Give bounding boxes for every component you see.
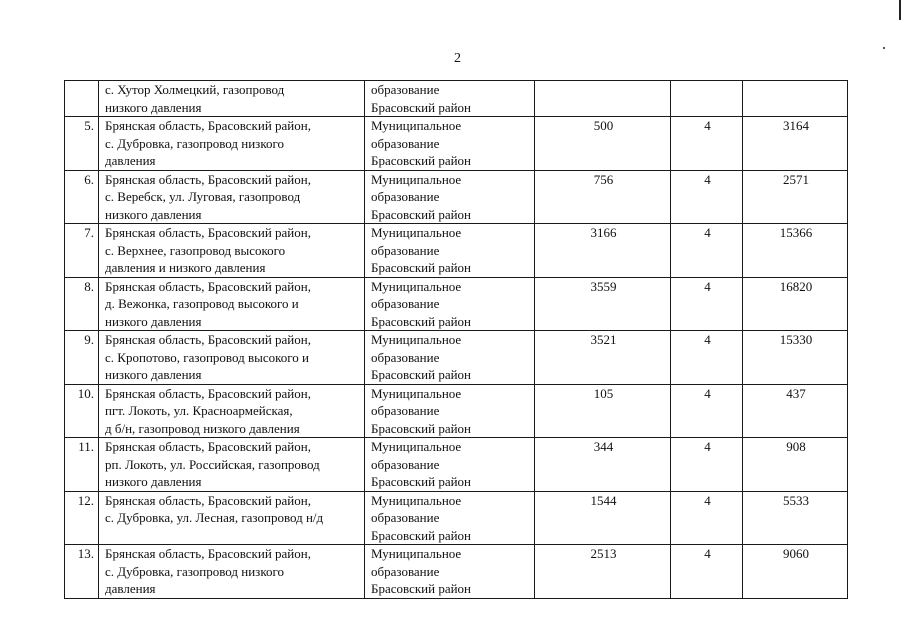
- cell-category: 4: [671, 224, 743, 278]
- cell-category: 4: [671, 170, 743, 224]
- table-body: [65, 81, 848, 599]
- cell-length: 1544: [535, 491, 671, 545]
- cell-owner: Муниципальное образование Брасовский район: [365, 545, 535, 599]
- cell-area: 437: [743, 384, 848, 438]
- table-row: [65, 545, 848, 599]
- cell-number: 9.: [65, 331, 99, 385]
- cell-number: 12.: [65, 491, 99, 545]
- table-row: [65, 117, 848, 171]
- cell-length: 756: [535, 170, 671, 224]
- cell-category: 4: [671, 491, 743, 545]
- cell-number: 6.: [65, 170, 99, 224]
- cell-number: 13.: [65, 545, 99, 599]
- cell-owner: Муниципальное образование Брасовский район: [365, 438, 535, 492]
- cell-address: Брянская область, Брасовский район, пгт. Локоть, ул. Красноармейская, д б/н, газопровод низкого давления: [99, 384, 365, 438]
- cell-category: 4: [671, 277, 743, 331]
- cell-length: 500: [535, 117, 671, 171]
- cell-area: 16820: [743, 277, 848, 331]
- cell-category: [671, 81, 743, 117]
- cell-length: [535, 81, 671, 117]
- cell-category: 4: [671, 384, 743, 438]
- cell-owner: Муниципальное образование Брасовский район: [365, 491, 535, 545]
- cell-address: Брянская область, Брасовский район, с. Веребск, ул. Луговая, газопровод низкого давления: [99, 170, 365, 224]
- cell-owner: Муниципальное образование Брасовский район: [365, 277, 535, 331]
- cell-owner: Муниципальное образование Брасовский район: [365, 117, 535, 171]
- cell-owner: Муниципальное образование Брасовский район: [365, 170, 535, 224]
- cell-area: 9060: [743, 545, 848, 599]
- cell-category: 4: [671, 545, 743, 599]
- cell-address: Брянская область, Брасовский район, с. Верхнее, газопровод высокого давления и низкого давления: [99, 224, 365, 278]
- table-row: [65, 277, 848, 331]
- gas-pipeline-table: [64, 80, 848, 599]
- cell-address: Брянская область, Брасовский район, с. Дубровка, газопровод низкого давления: [99, 117, 365, 171]
- cell-area: 908: [743, 438, 848, 492]
- cell-number: 7.: [65, 224, 99, 278]
- table-row-continued: [65, 81, 848, 117]
- page-number: 2: [454, 51, 461, 66]
- cell-category: 4: [671, 117, 743, 171]
- cell-owner: Муниципальное образование Брасовский район: [365, 224, 535, 278]
- table-row: [65, 491, 848, 545]
- cell-address: Брянская область, Брасовский район, рп. Локоть, ул. Российская, газопровод низкого давления: [99, 438, 365, 492]
- cell-address: Брянская область, Брасовский район, с. Дубровка, ул. Лесная, газопровод н/д: [99, 491, 365, 545]
- cell-area: 2571: [743, 170, 848, 224]
- cell-length: 3521: [535, 331, 671, 385]
- cell-area: [743, 81, 848, 117]
- cell-owner: Муниципальное образование Брасовский район: [365, 384, 535, 438]
- table-row: [65, 384, 848, 438]
- cell-number: 5.: [65, 117, 99, 171]
- cell-number: 10.: [65, 384, 99, 438]
- cell-number: 8.: [65, 277, 99, 331]
- cell-length: 3559: [535, 277, 671, 331]
- table-row: [65, 170, 848, 224]
- cell-length: 344: [535, 438, 671, 492]
- cell-owner: образование Брасовский район: [365, 81, 535, 117]
- table-row: [65, 331, 848, 385]
- cell-area: 15330: [743, 331, 848, 385]
- scan-edge-mark: [899, 0, 901, 20]
- cell-number: 11.: [65, 438, 99, 492]
- scan-speck: [883, 47, 885, 49]
- cell-address: Брянская область, Брасовский район, д. Вежонка, газопровод высокого и низкого давления: [99, 277, 365, 331]
- cell-category: 4: [671, 331, 743, 385]
- cell-length: 2513: [535, 545, 671, 599]
- table-row: [65, 224, 848, 278]
- cell-category: 4: [671, 438, 743, 492]
- cell-area: 3164: [743, 117, 848, 171]
- cell-address: Брянская область, Брасовский район, с. Кропотово, газопровод высокого и низкого давления: [99, 331, 365, 385]
- cell-owner: Муниципальное образование Брасовский район: [365, 331, 535, 385]
- cell-area: 15366: [743, 224, 848, 278]
- cell-length: 105: [535, 384, 671, 438]
- cell-address: Брянская область, Брасовский район, с. Дубровка, газопровод низкого давления: [99, 545, 365, 599]
- cell-area: 5533: [743, 491, 848, 545]
- cell-address: с. Хутор Холмецкий, газопровод низкого давления: [99, 81, 365, 117]
- cell-number: [65, 81, 99, 117]
- cell-length: 3166: [535, 224, 671, 278]
- table-row: [65, 438, 848, 492]
